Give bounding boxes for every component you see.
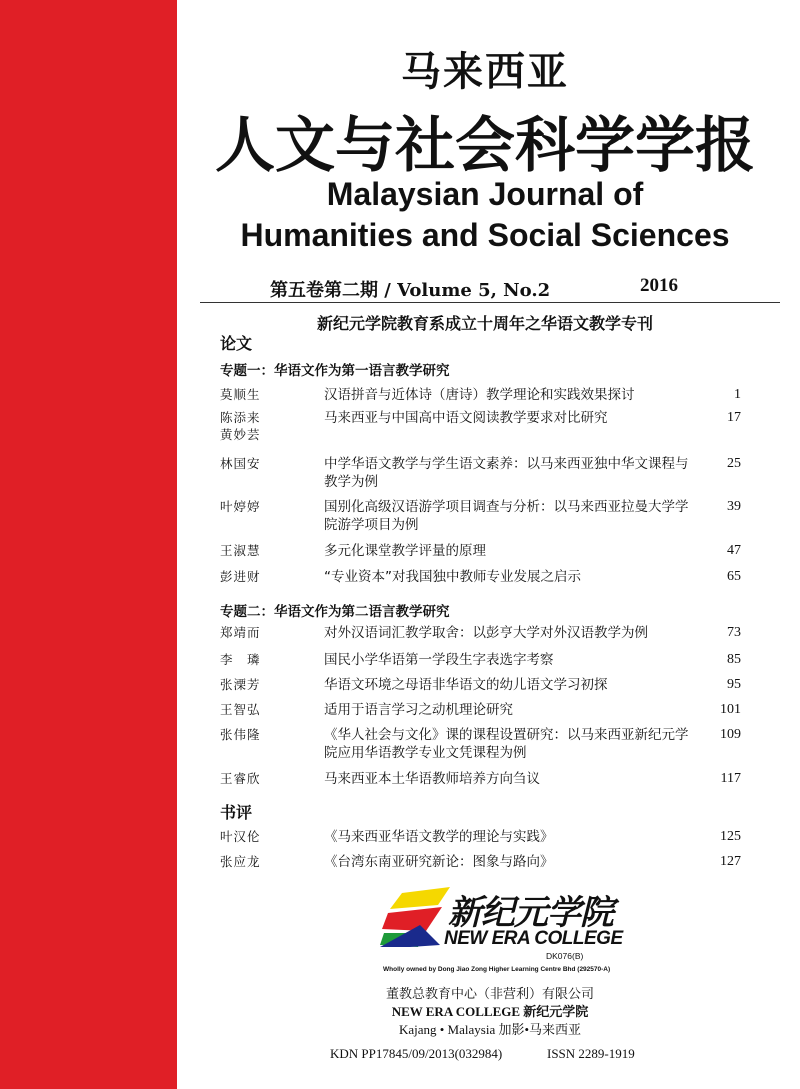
toc-page-number: 73 bbox=[727, 625, 741, 640]
volume-issue: 第五卷第二期 / Volume 5, No.2 bbox=[270, 280, 551, 301]
ownership-note: Wholly owned by Dong Jiao Zong Higher Learning Centre Bhd (292570-A) bbox=[383, 966, 611, 973]
toc-page-number: 65 bbox=[727, 569, 741, 584]
kdn-number: KDN PP17845/09/2013(032984) bbox=[330, 1046, 503, 1061]
toc-article-title[interactable]: 适用于语言学习之动机理论研究 bbox=[324, 702, 513, 718]
toc-author: 莫顺生 bbox=[220, 387, 261, 402]
toc-author: 李 璘 bbox=[220, 652, 261, 667]
header-divider bbox=[200, 302, 780, 303]
publication-year: 2016 bbox=[640, 275, 678, 296]
toc-page-number: 117 bbox=[720, 771, 741, 786]
toc-page-number: 47 bbox=[727, 543, 741, 558]
toc-article-title[interactable]: 《马来西亚华语文教学的理论与实践》 bbox=[324, 829, 554, 845]
toc-page-number: 127 bbox=[720, 854, 741, 869]
toc-page-number: 85 bbox=[727, 652, 741, 667]
journal-title-zh: 人文与社会科学学报 bbox=[215, 111, 755, 181]
toc-article-title[interactable]: 马来西亚本土华语教师培养方向刍议 bbox=[324, 771, 540, 787]
toc-page-number: 109 bbox=[720, 727, 741, 742]
toc-article-title[interactable]: 《台湾东南亚研究新论：图象与路向》 bbox=[324, 854, 554, 870]
logo-name-en: NEW ERA COLLEGE bbox=[444, 928, 623, 949]
toc-article-title[interactable]: 马来西亚与中国高中语文阅读教学要求对比研究 bbox=[324, 410, 608, 426]
toc-page-number: 95 bbox=[727, 677, 741, 692]
section-heading-papers: 论文 bbox=[220, 334, 253, 353]
toc-author: 林国安 bbox=[220, 456, 261, 471]
publisher-line-1: 董教总教育中心（非营利）有限公司 bbox=[385, 987, 594, 1002]
toc-author: 叶汉伦 bbox=[220, 829, 261, 844]
toc-page-number: 39 bbox=[727, 499, 741, 514]
red-side-band bbox=[0, 0, 177, 1089]
section-heading-reviews: 书评 bbox=[220, 803, 253, 822]
toc-page-number: 17 bbox=[727, 410, 741, 425]
toc-page-number: 1 bbox=[734, 387, 741, 402]
toc-author: 张伟隆 bbox=[220, 727, 261, 742]
toc-article-title[interactable]: 中学华语文教学与学生语文素养：以马来西亚独中华文课程与教学为例 bbox=[324, 456, 689, 490]
topic-heading-2: 专题二：华语文作为第二语言教学研究 bbox=[220, 604, 450, 620]
toc-article-title[interactable]: 《华人社会与文化》课的课程设置研究：以马来西亚新纪元学院应用华语教学专业文凭课程为例 bbox=[324, 727, 689, 761]
journal-title-en-line1: Malaysian Journal of bbox=[326, 176, 644, 212]
toc-article-title[interactable]: 国别化高级汉语游学项目调查与分析：以马来西亚拉曼大学学院游学项目为例 bbox=[324, 499, 689, 533]
toc-page-number: 25 bbox=[727, 456, 741, 471]
toc-page-number: 101 bbox=[720, 702, 741, 717]
toc-author: 王智弘 bbox=[220, 702, 261, 717]
issn-number: ISSN 2289-1919 bbox=[547, 1046, 635, 1061]
toc-author: 张应龙 bbox=[220, 854, 261, 869]
topic-heading-1: 专题一：华语文作为第一语言教学研究 bbox=[220, 363, 450, 379]
toc-author: 彭进财 bbox=[220, 569, 261, 584]
toc-article-title[interactable]: 对外汉语词汇教学取舍：以彭亨大学对外汉语教学为例 bbox=[324, 625, 648, 641]
toc-page-number: 125 bbox=[720, 829, 741, 844]
toc-author: 王淑慧 bbox=[220, 543, 261, 558]
journal-title-country: 马来西亚 bbox=[401, 48, 569, 95]
publisher-line-2: NEW ERA COLLEGE 新纪元学院 bbox=[391, 1004, 589, 1019]
publisher-line-3: Kajang • Malaysia 加影•马来西亚 bbox=[398, 1022, 582, 1037]
toc-article-title[interactable]: 多元化课堂教学评量的原理 bbox=[324, 543, 486, 559]
toc-author: 叶婷婷 bbox=[220, 499, 261, 514]
logo-name-zh: 新纪元学院 bbox=[448, 893, 613, 933]
journal-title-en-line2: Humanities and Social Sciences bbox=[240, 217, 730, 253]
toc-article-title[interactable]: 汉语拼音与近体诗（唐诗）教学理论和实践效果探讨 bbox=[324, 387, 635, 403]
toc-article-title[interactable]: 华语文环境之母语非华语文的幼儿语文学习初探 bbox=[324, 677, 608, 693]
toc-author: 张溧芳 bbox=[220, 677, 261, 692]
toc-author: 陈添来 黄妙芸 bbox=[220, 410, 261, 442]
toc-article-title[interactable]: 国民小学华语第一学段生字表选字考察 bbox=[324, 652, 554, 668]
toc-author: 郑靖而 bbox=[220, 625, 261, 640]
toc-article-title[interactable]: “专业资本”对我国独中教师专业发展之启示 bbox=[324, 569, 581, 585]
special-issue-title: 新纪元学院教育系成立十周年之华语文教学专刊 bbox=[316, 314, 653, 333]
toc-author: 王睿欣 bbox=[220, 771, 261, 786]
logo-registration-code: DK076(B) bbox=[546, 951, 584, 961]
